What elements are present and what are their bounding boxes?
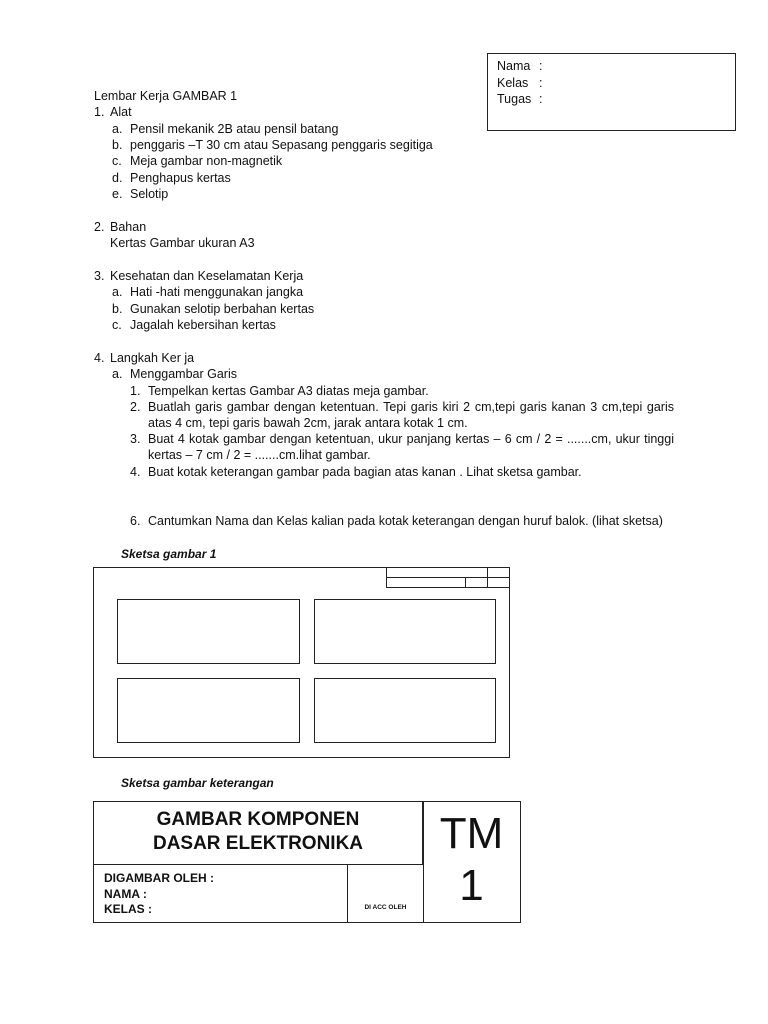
title-block-heading [94,802,423,865]
list-item: Selotip [130,187,169,201]
approval-cell [348,865,423,922]
list-item: Pensil mekanik 2B atau pensil batang [130,122,339,136]
section-number: 1. [94,105,105,119]
list-item: Hati -hati menggunakan jangka [130,285,304,299]
title-block-divider [423,801,424,923]
info-row-kelas [497,75,542,91]
step-number: 6. [130,514,141,528]
worksheet-title: Lembar Kerja GAMBAR 1 [94,89,238,103]
list-letter: c. [112,154,122,168]
section-number: 4. [94,351,105,365]
title-block-code [423,802,520,922]
step-text: Buatlah garis gambar dengan ketentuan. Tepi garis kiri 2 cm,tepi garis kanan 3 cm,tepi garis atas 4 cm, tepi garis bawah 2cm, jarak antara kotak 1 cm. [148,400,674,431]
list-letter: c. [112,318,122,332]
list-letter: d. [112,171,123,185]
title-line-1: GAMBAR KOMPONEN [156,809,360,830]
section-heading-bahan: Bahan [110,220,147,234]
step-text: Buat kotak keterangan gambar pada bagian atas kanan . Lihat sketsa gambar. [148,465,582,479]
info-label-nama: Nama [497,59,531,73]
bahan-text: Kertas Gambar ukuran A3 [110,236,255,250]
step-text: Buat 4 kotak gambar dengan ketentuan, ukur panjang kertas – 6 cm / 2 = .......cm, ukur tinggi kertas – 7 cm / 2 = .......cm.lihat gambar. [148,432,674,463]
kelas-label: KELAS : [104,902,152,916]
sketch-title-block-divider [465,577,466,588]
info-sep: : [539,92,543,106]
sketch-caption: Sketsa gambar 1 [121,547,217,561]
title-line-2: DASAR ELEKTRONIKA [152,833,364,854]
list-item: Penghapus kertas [130,171,231,185]
drawer-info [94,865,348,922]
list-item: Meja gambar non-magnetik [130,154,283,168]
sketch-title-block-divider [386,577,510,578]
step-number: 2. [130,400,141,414]
nama-label: NAMA : [104,886,147,901]
sketch-box-3 [117,678,300,743]
section-number: 2. [94,220,105,234]
info-row-tugas [497,91,542,107]
step-number: 3. [130,432,141,446]
section-heading-langkah: Langkah Ker ja [110,351,195,365]
title-block-table [93,801,521,923]
title-block-details [94,865,423,922]
sketch-box-2 [314,599,496,664]
list-letter: a. [112,285,123,299]
section-heading-alat: Alat [110,105,132,119]
section-heading-k3: Kesehatan dan Keselamatan Kerja [110,269,304,283]
info-sep: : [539,59,543,73]
student-info-box [487,53,736,131]
code-line-2: 1 [459,861,484,910]
section-number: 3. [94,269,105,283]
list-letter: b. [112,302,123,316]
info-label-tugas: Tugas [497,92,532,106]
acc-label: DI ACC OLEH [364,903,407,911]
sub-heading: Menggambar Garis [130,367,237,381]
sketch-box-4 [314,678,496,743]
code-line-1: TM [439,809,504,858]
step-number: 1. [130,384,141,398]
sketch-title-block-divider [487,567,488,588]
list-item: Jagalah kebersihan kertas [130,318,276,332]
step-number: 4. [130,465,141,479]
digambar-oleh-label: DIGAMBAR OLEH : [104,871,214,885]
step-text: Tempelkan kertas Gambar A3 diatas meja gambar. [148,384,429,398]
list-letter: b. [112,138,123,152]
info-sep: : [539,76,543,90]
step-text: Cantumkan Nama dan Kelas kalian pada kotak keterangan dengan huruf balok. (lihat sketsa) [148,514,663,528]
sketch-drawing-frame [93,567,510,758]
list-item: penggaris –T 30 cm atau Sepasang penggaris segitiga [130,138,433,152]
list-letter: a. [112,367,123,381]
list-letter: e. [112,187,123,201]
list-item: Gunakan selotip berbahan kertas [130,302,315,316]
sketch-box-1 [117,599,300,664]
keterangan-caption: Sketsa gambar keterangan [121,776,274,790]
list-letter: a. [112,122,123,136]
info-label-kelas: Kelas [497,76,529,90]
info-row-nama [497,58,542,74]
